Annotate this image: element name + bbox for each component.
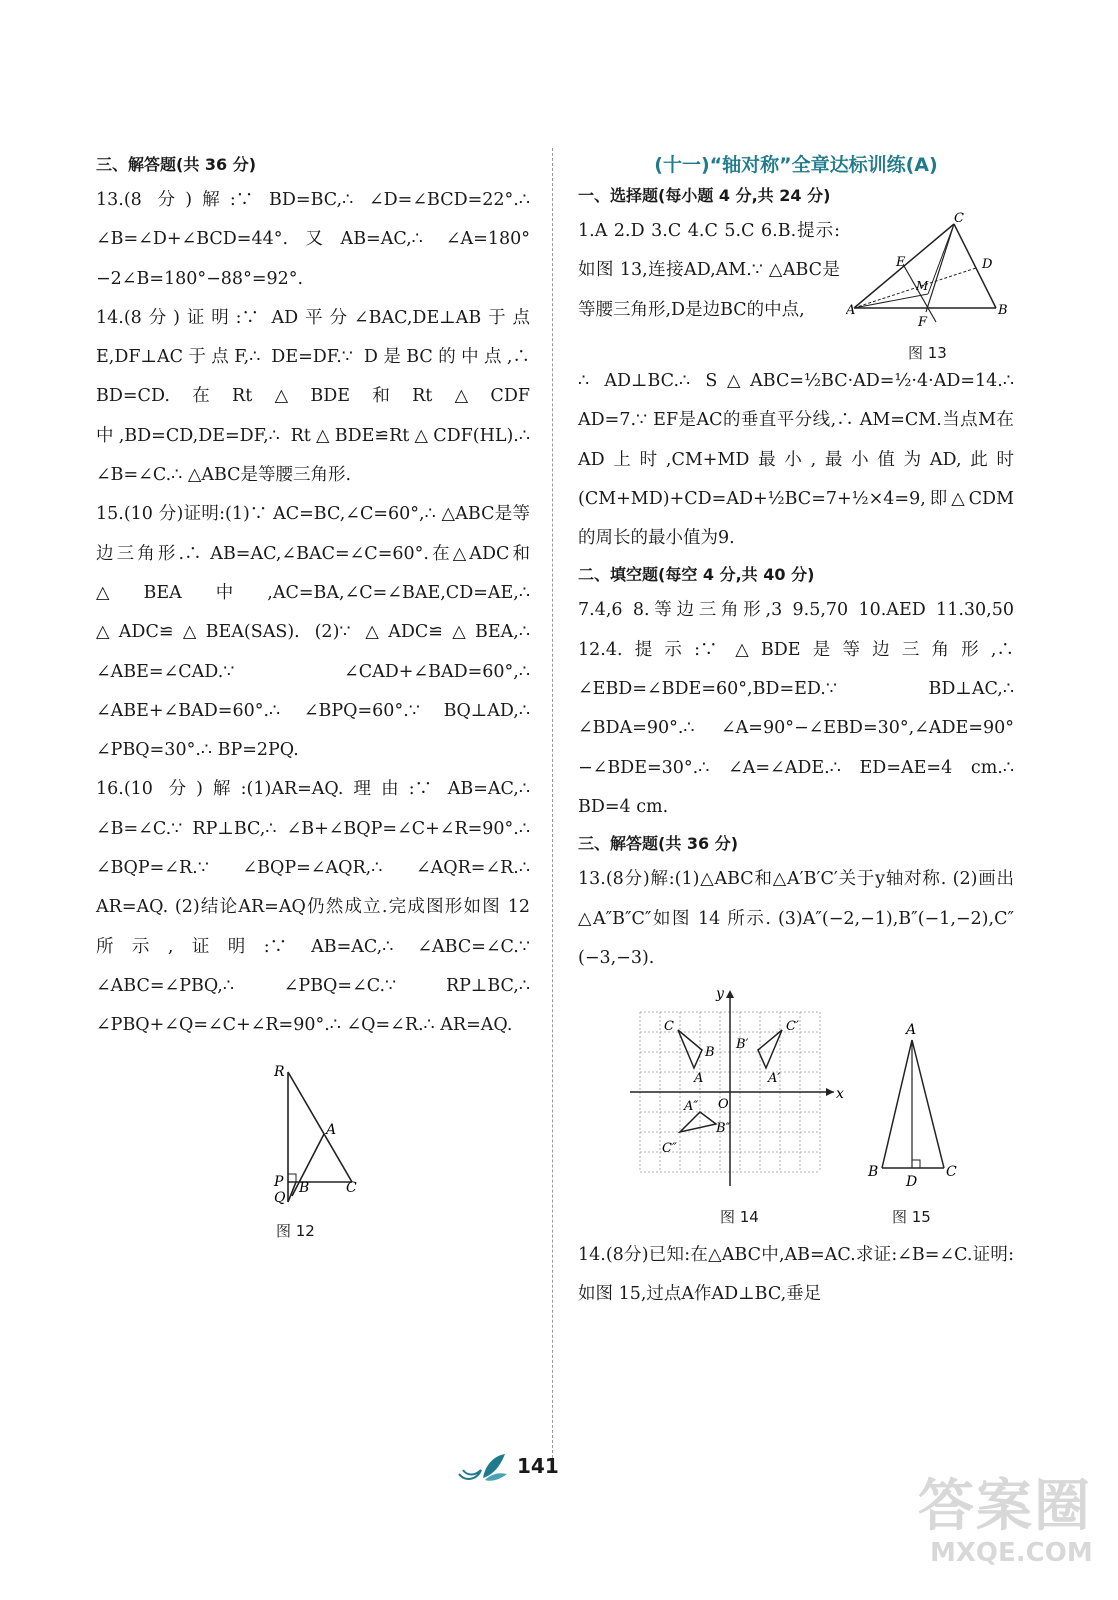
fig12-label-r: R	[274, 1063, 285, 1080]
fig14-label-o: O	[718, 1097, 729, 1113]
chapter-title: (十一)“轴对称”全章达标训练(A)	[654, 154, 938, 176]
watermark-logo: 答案圈	[918, 1474, 1092, 1539]
fig13-label-a: A	[846, 303, 856, 318]
fig14-label-b1: B′	[736, 1037, 749, 1053]
section-heading-fill: 二、填空题(每空 4 分,共 40 分)	[578, 565, 815, 585]
question-13: 13.(8 分)解:∵ BD=BC,∴ ∠D=∠BCD=22°.∴ ∠B=∠D+∠BCD=44°.又AB=AC,∴ ∠A=180°−2∠B=180°−88°=92°.	[96, 190, 530, 289]
fig12-label-b: B	[299, 1179, 310, 1196]
fig14-label-x: x	[836, 1086, 844, 1103]
figure-13-diagram	[846, 212, 1014, 340]
fig13-label-d: D	[982, 257, 993, 272]
page-footer	[455, 1450, 665, 1490]
fig14-label-c2: C″	[662, 1141, 677, 1157]
fig14-label-b: B	[705, 1045, 715, 1061]
answers-choice: 1.A 2.D 3.C 4.C 5.C 6.B.提示:如图 13,连接AD,AM.∵ △ABC是等腰三角形,D是边BC的中点,	[578, 221, 840, 320]
left-column	[96, 150, 530, 1250]
question-14: 14.(8分)证明:∵ AD平分∠BAC,DE⊥AB于点E,DF⊥AC于点F,∴ DE=DF.∵ D是BC的中点,∴ BD=CD.在Rt△BDE和Rt△CDF中,BD=CD,DE=DF,∴ Rt△BDE≌Rt△CDF(HL).∴ ∠B=∠C.∴ △ABC是等腰三角形.	[96, 307, 530, 486]
fig14-label-y: y	[716, 986, 724, 1003]
fig15-label-c: C	[946, 1164, 957, 1181]
figures-14-15	[578, 986, 1014, 1236]
question-15: 15.(10 分)证明:(1)∵ AC=BC,∠C=60°,∴ △ABC是等边三角形.∴ AB=AC,∠BAC=∠C=60°.在△ADC和△BEA中,AC=BA,∠C=∠BAE,CD=AE,∴ △ADC≌△BEA(SAS). (2)∵ △ADC≌△BEA,∴ ∠ABE=∠CAD.∵ ∠CAD+∠BAD=60°,∴ ∠ABE+∠BAD=60°.∴ ∠BPQ=60°.∵ BQ⊥AD,∴ ∠PBQ=30°.∴ BP=2PQ.	[96, 504, 530, 761]
right-column	[578, 150, 1014, 1315]
fig13-label-e: E	[896, 255, 906, 270]
figure-12-diagram	[96, 1060, 530, 1210]
figure-15-diagram	[860, 1016, 970, 1206]
section-heading-answers: 三、解答题(共 36 分)	[96, 155, 257, 174]
fig12-label-c: C	[346, 1179, 357, 1196]
fig13-label-c: C	[954, 212, 964, 226]
fig14-label-c1: C′	[786, 1019, 799, 1035]
leaf-ornament-icon	[455, 1450, 511, 1484]
question-6-continued: ∴ AD⊥BC.∴ S△ABC=½BC·AD=½·4·AD=14.∴ AD=7.∵ EF是AC的垂直平分线,∴ AM=CM.当点M在AD上时,CM+MD最小,最小值为AD,此时(CM+MD)+CD=AD+½BC=7+½×4=9,即△CDM的周长的最小值为9.	[578, 371, 1014, 549]
fig14-label-a: A	[694, 1071, 704, 1087]
figure-15-caption: 图 15	[892, 1208, 931, 1227]
fig15-label-a: A	[906, 1022, 917, 1039]
fig12-label-a: A	[326, 1121, 337, 1138]
fig13-label-b: B	[998, 303, 1008, 318]
fig13-label-f: F	[918, 315, 928, 330]
fig12-label-q: Q	[274, 1189, 286, 1206]
fig14-label-b2: B″	[716, 1121, 731, 1137]
watermark-url: MXQE.COM	[930, 1538, 1093, 1568]
section-heading-answers-right: 三、解答题(共 36 分)	[578, 834, 739, 854]
right-question-14: 14.(8分)已知:在△ABC中,AB=AC.求证:∠B=∠C.证明:如图 15,过点A作AD⊥BC,垂足	[578, 1245, 1014, 1305]
fig13-label-m: M	[916, 279, 929, 293]
fig14-label-a1: A′	[768, 1071, 781, 1087]
fig15-label-b: B	[868, 1164, 879, 1181]
section-heading-choice: 一、选择题(每小题 4 分,共 24 分)	[578, 186, 831, 205]
fig14-label-a2: A″	[684, 1099, 699, 1115]
question-16: 16.(10 分)解:(1)AR=AQ.理由:∵ AB=AC,∴ ∠B=∠C.∵ RP⊥BC,∴ ∠B+∠BQP=∠C+∠R=90°.∴ ∠BQP=∠R.∵ ∠BQP=∠AQR,∴ ∠AQR=∠R.∴ AR=AQ. (2)结论AR=AQ仍然成立.完成图形如图 12 所示,证明:∵ AB=AC,∴ ∠ABC=∠C.∵ ∠ABC=∠PBQ,∴ ∠PBQ=∠C.∵ RP⊥BC,∴ ∠PBQ+∠Q=∠C+∠R=90°.∴ ∠Q=∠R.∴ AR=AQ.	[96, 779, 530, 1036]
column-divider	[552, 148, 553, 1468]
fig14-label-c: C	[664, 1019, 674, 1035]
figure-13	[846, 212, 1014, 362]
figure-13-caption: 图 13	[908, 344, 947, 362]
fig12-label-p: P	[274, 1173, 284, 1190]
figure-12-caption: 图 12	[276, 1221, 315, 1240]
watermark	[880, 1458, 1110, 1600]
answers-fill: 7.4,6 8.等边三角形,3 9.5,70 10.AED 11.30,50 12.4.提示:∵ △BDE是等边三角形,∴ ∠EBD=∠BDE=60°,BD=ED.∵ BD⊥AC,∴ ∠BDA=90°.∴ ∠A=90°−∠EBD=30°,∠ADE=90°−∠BDE=30°.∴ ∠A=∠ADE.∴ ED=AE=4 cm.∴ BD=4 cm.	[578, 600, 1014, 817]
fig15-label-d: D	[906, 1174, 918, 1191]
page-number: 141	[517, 1454, 559, 1478]
figure-12	[96, 1060, 530, 1250]
figure-14-caption: 图 14	[720, 1208, 759, 1227]
figure-14-diagram	[630, 986, 860, 1196]
right-question-13: 13.(8分)解:(1)△ABC和△A′B′C′关于y轴对称. (2)画出△A″B″C″如图 14 所示. (3)A″(−2,−1),B″(−1,−2),C″(−3,−3).	[578, 869, 1014, 968]
